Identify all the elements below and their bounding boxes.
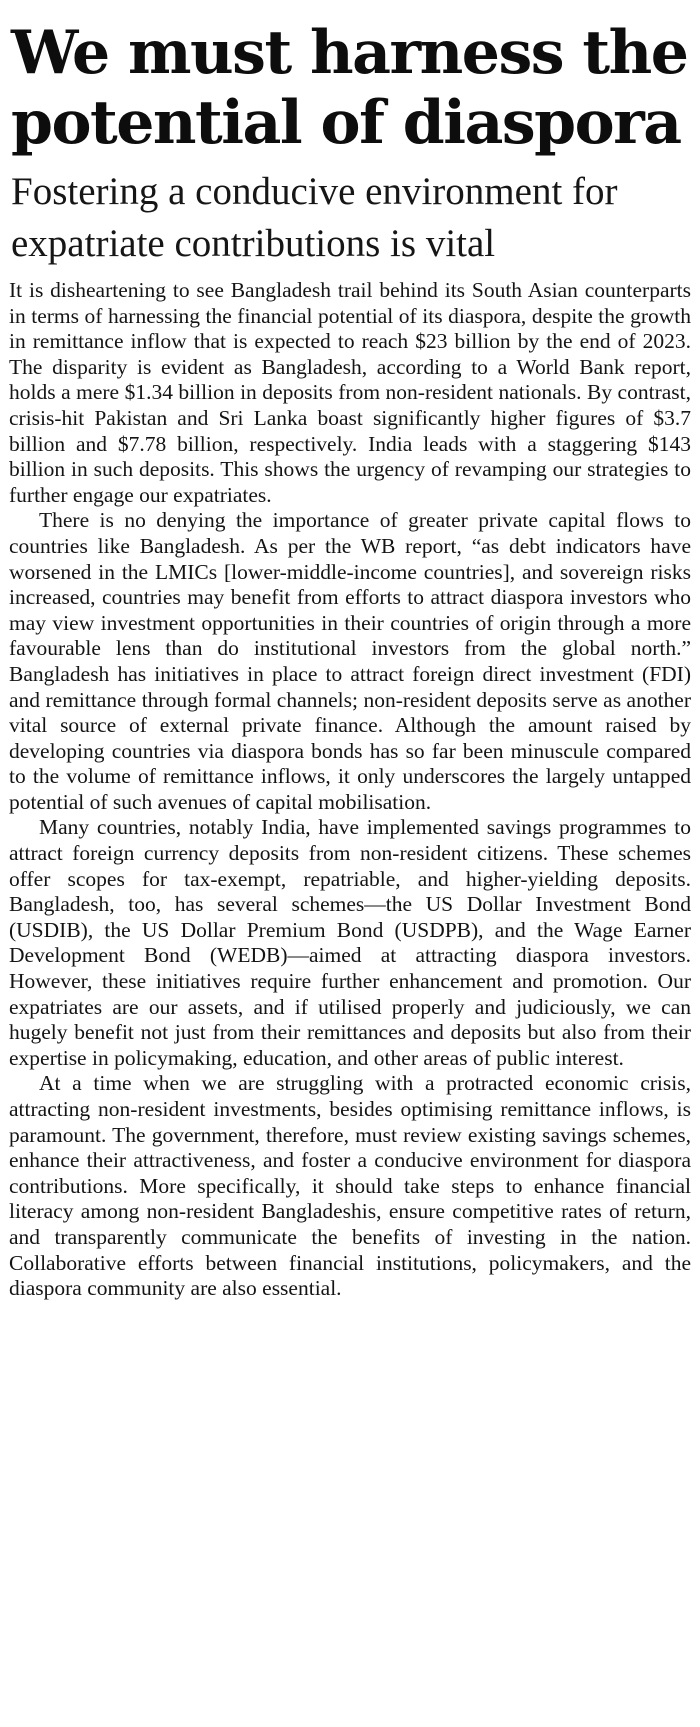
subheadline: Fostering a conducive environment for expatriate contributions is vital	[11, 170, 618, 265]
paragraph-2: There is no denying the importance of greater private capital flows to countries like Bangladesh. As per the WB report, “as debt indicators have worsened in the LMICs [lower-middle-income countries], and sovereign risks increased, countries may benefit from efforts to attract diaspora investors who may view investment opportunities in their countries of origin through a more favourable lens than do institutional investors from the global north.” Bangladesh has initiatives in place to attract foreign direct investment (FDI) and remittance through formal channels; non-resident deposits serve as another vital source of external private finance. Although the amount raised by developing countries via diaspora bonds has so far been minuscule compared to the volume of remittance inflows, it only underscores the largely untapped potential of such avenues of capital mobilisation.	[9, 508, 691, 814]
paragraph-3: Many countries, notably India, have implemented savings programmes to attract foreign currency deposits from non-resident citizens. These schemes offer scopes for tax-exempt, repatriable, and higher-yielding deposits. Bangladesh, too, has several schemes—the US Dollar Investment Bond (USDIB), the US Dollar Premium Bond (USDPB), and the Wage Earner Development Bond (WEDB)—aimed at attracting diaspora investors. However, these initiatives require further enhancement and promotion. Our expatriates are our assets, and if utilised properly and judiciously, we can hugely benefit not just from their remittances and deposits but also from their expertise in policymaking, education, and other areas of public interest.	[9, 815, 691, 1070]
article-body	[9, 278, 691, 1302]
headline: We must harness the potential of diaspora	[11, 18, 688, 158]
paragraph-1: It is disheartening to see Bangladesh trail behind its South Asian counterparts in terms of harnessing the financial potential of its diaspora, despite the growth in remittance inflow that is expected to reach $23 billion by the end of 2023. The disparity is evident as Bangladesh, according to a World Bank report, holds a mere $1.34 billion in deposits from non-resident nationals. By contrast, crisis-hit Pakistan and Sri Lanka boast significantly higher figures of $3.7 billion and $7.78 billion, respectively. India leads with a staggering $143 billion in such deposits. This shows the urgency of revamping our strategies to further engage our expatriates.	[9, 278, 691, 507]
paragraph-4: At a time when we are struggling with a protracted economic crisis, attracting non-resident investments, besides optimising remittance inflows, is paramount. The government, therefore, must review existing savings schemes, enhance their attractiveness, and foster a conducive environment for diaspora contributions. More specifically, it should take steps to enhance financial literacy among non-resident Bangladeshis, ensure competitive rates of return, and transparently communicate the benefits of investing in the nation. Collaborative efforts between financial institutions, policymakers, and the diaspora community are also essential.	[9, 1071, 691, 1301]
article	[9, 0, 691, 1302]
